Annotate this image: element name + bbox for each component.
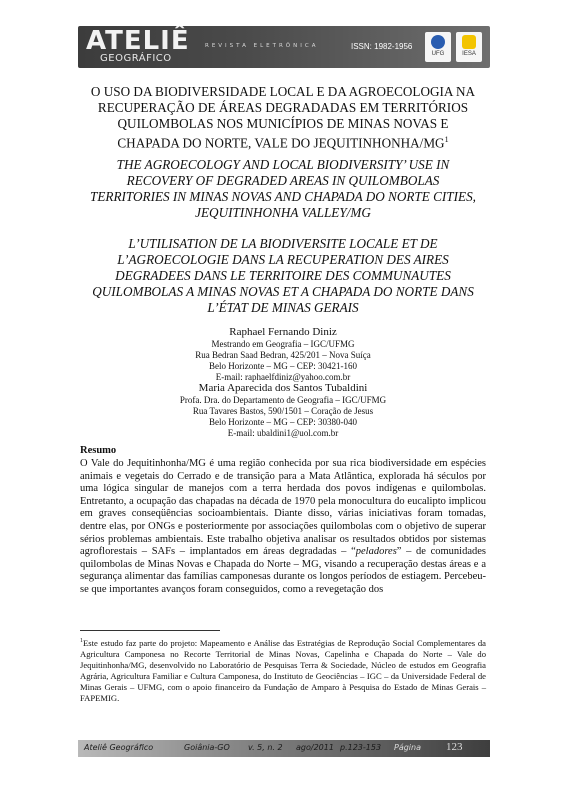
- footnote-divider: [80, 630, 220, 631]
- ufg-logo-text: UFG: [431, 51, 445, 57]
- ufg-emblem-icon: [431, 35, 445, 49]
- author-address: Rua Bedran Saad Bedran, 425/201 – Nova Suíça: [195, 350, 371, 360]
- author-name: Maria Aparecida dos Santos Tubaldini: [198, 382, 368, 394]
- author-city: Belo Horizonte – MG – CEP: 30380-040: [209, 417, 357, 427]
- title-pt-text: O USO DA BIODIVERSIDADE LOCAL E DA AGROECOLOGIA NA RECUPERAÇÃO DE ÁREAS DEGRADADAS EM TERRITÓRIOS QUILOMBOLAS NOS MUNICÍPIOS DE MINAS NOVAS E CHAPADA DO NORTE, VALE DO JEQUITINHONHA/MG: [90, 84, 476, 151]
- abstract-body: [80, 458, 486, 597]
- abstract-text-cont: ” – de comunidades quilombolas de Minas Novas e Chapada do Norte – MG, visando a recuperação destas áreas e a segurança alimentar das famílias camponesas durante os longos períodos de estiagem. Percebeu-se que importantes avanços foram conseguidos, como a revegetação dos: [80, 546, 486, 595]
- journal-banner: [78, 26, 490, 68]
- journal-logo-sub: GEOGRÁFICO: [100, 53, 172, 64]
- iesa-emblem-icon: [462, 35, 476, 49]
- author-city: Belo Horizonte – MG – CEP: 30421-160: [209, 361, 357, 371]
- abstract-italic-term: peladores: [355, 546, 397, 558]
- author-email[interactable]: E-mail: ubaldini1@uol.com.br: [227, 428, 339, 438]
- title-portuguese: [90, 84, 476, 151]
- title-english: THE AGROECOLOGY AND LOCAL BIODIVERSITY’ USE IN RECOVERY OF DEGRADED AREAS IN QUILOMBOLAS TERRITORIES IN MINAS NOVAS AND CHAPADA DO NORTE CITIES, JEQUITINHONHA VALLEY/MG: [90, 157, 476, 220]
- author-address: Rua Tavares Bastos, 590/1501 – Coração de Jesus: [192, 406, 374, 416]
- author-role: Profa. Dra. do Departamento de Geografia – IGC/UFMG: [179, 395, 387, 405]
- author-block-2: [120, 382, 446, 439]
- footer-journal: Ateliê Geográfico: [84, 743, 154, 752]
- footer-pages: p.123-153: [340, 743, 382, 752]
- author-name: Raphael Fernando Diniz: [229, 326, 337, 338]
- abstract-text: O Vale do Jequitinhonha/MG é uma região conhecida por sua rica biodiversidade em espécies animais e vegetais do Cerrado e de transição para a Mata Atlântica, explorada há séculos por uma lógica singular de manejos com a terra herdada dos povos indígenas e quilombolas. Entretanto, a ocupação das chapadas na década de 1970 pela monocultura do eucalipto implicou em graves conseqüências socioambientais. Diante disso, várias iniciativas foram tomadas, dentre elas, por ONGs e posteriormente por associações quilombolas com o objetivo de superar sérios problemas ambientais. Este trabalho objetiva analisar os resultados obtidos por sistemas agroflorestais – SAFs – implantados em áreas degradadas – “: [80, 458, 486, 558]
- footer-volume: v. 5, n. 2: [248, 743, 283, 752]
- footer-page-label: Página: [394, 743, 421, 752]
- page-footer: [78, 740, 490, 757]
- title-french: L’UTILISATION DE LA BIODIVERSITE LOCALE ET DE L’AGROECOLOGIE DANS LA RECUPERATION DES AIRES DEGRADEES DANS LE TERRITOIRE DES COMMUNAUTES QUILOMBOLAS A MINAS NOVAS ET A CHAPADA DO NORTE DANS L’ÉTAT DE MINAS GERAIS: [92, 236, 474, 315]
- author-block-1: [120, 326, 446, 383]
- author-email[interactable]: E-mail: raphaelfdiniz@yahoo.com.br: [215, 372, 351, 382]
- iesa-logo: [456, 32, 482, 62]
- footer-date: ago/2011: [296, 743, 334, 752]
- footnote: [80, 636, 486, 704]
- issn-label: ISSN: 1982-1956: [351, 42, 413, 51]
- author-role: Mestrando em Geografia – IGC/UFMG: [211, 339, 355, 349]
- revista-label: REVISTA ELETRÔNICA: [205, 43, 319, 49]
- abstract-heading: Resumo: [80, 445, 117, 456]
- iesa-logo-text: IESA: [462, 51, 476, 57]
- journal-logo: ATELIÊ: [86, 26, 190, 56]
- ufg-logo: [425, 32, 451, 62]
- title-footnote-mark[interactable]: 1: [444, 135, 449, 144]
- footer-page-number: 123: [446, 741, 463, 753]
- footer-city: Goiânia-GO: [184, 743, 230, 752]
- footnote-mark: 1: [80, 638, 83, 644]
- footnote-text: Este estudo faz parte do projeto: Mapeamento e Análise das Estratégias de Reprodução Social Complementares da Agricultura Camponesa no Recorte Territorial de Minas Novas, Capelinha e Chapada do Norte – Vale do Jequitinhonha/MG, desenvolvido no Laboratório de Pesquisas Terra & Sociedade, Núcleo de estudos em Geografia Agrária, Agricultura Familiar e Cultura Camponesa, do Instituto de Geociências – IGC – da Universidade Federal de Minas Gerais – UFMG, com o apoio financeiro da Fundação de Amparo à Pesquisa do Estado de Minas Gerais – FAPEMIG.: [80, 637, 486, 703]
